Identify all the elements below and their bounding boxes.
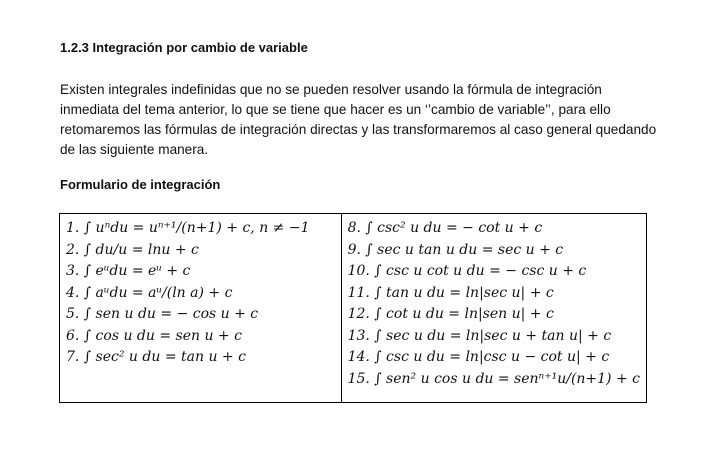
formula-9: 9. ∫ sec u tan u du = sec u + c <box>347 241 564 258</box>
formula-1: 1. ∫ uⁿdu = uⁿ⁺¹/(n+1) + c, n ≠ −1 <box>66 220 310 236</box>
formula-2: 2. ∫ du/u = lnu + c <box>66 241 199 258</box>
formula-column-right <box>342 214 646 402</box>
formula-14: 14. ∫ csc u du = ln|csc u − cot u| + c <box>347 349 610 365</box>
intro-paragraph: Existen integrales indefinidas que no se pueden resolver usando la fórmula de integración inmediata del tema anterior, lo que se tiene que hacer es un ‘’cambio de variable’’, para ello retomaremos las fórmulas de integración directas y las transformaremos al caso general quedando de las siguiente manera. <box>60 82 657 157</box>
formula-10: 10. ∫ csc u cot u du = − csc u + c <box>347 263 587 279</box>
formula-15: 15. ∫ sen² u cos u du = senⁿ⁺¹u/(n+1) + c <box>347 370 640 387</box>
formula-6: 6. ∫ cos u du = sen u + c <box>66 327 242 344</box>
formula-column-left <box>60 214 342 402</box>
formula-13: 13. ∫ sec u du = ln|sec u + tan u| + c <box>347 327 612 344</box>
formula-12: 12. ∫ cot u du = ln|sen u| + c <box>347 306 554 322</box>
formula-11: 11. ∫ tan u du = ln|sec u| + c <box>347 284 554 301</box>
formula-4: 4. ∫ aᵘdu = aᵘ/(ln a) + c <box>66 284 233 301</box>
formula-5: 5. ∫ sen u du = − cos u + c <box>66 306 259 322</box>
formula-table <box>59 213 647 403</box>
formulario-title: Formulario de integración <box>60 177 221 192</box>
section-title: 1.2.3 Integración por cambio de variable <box>60 40 308 55</box>
formula-8: 8. ∫ csc² u du = − cot u + c <box>347 220 543 236</box>
formula-7: 7. ∫ sec² u du = tan u + c <box>66 349 246 365</box>
formula-3: 3. ∫ eᵘdu = eᵘ + c <box>66 263 191 279</box>
